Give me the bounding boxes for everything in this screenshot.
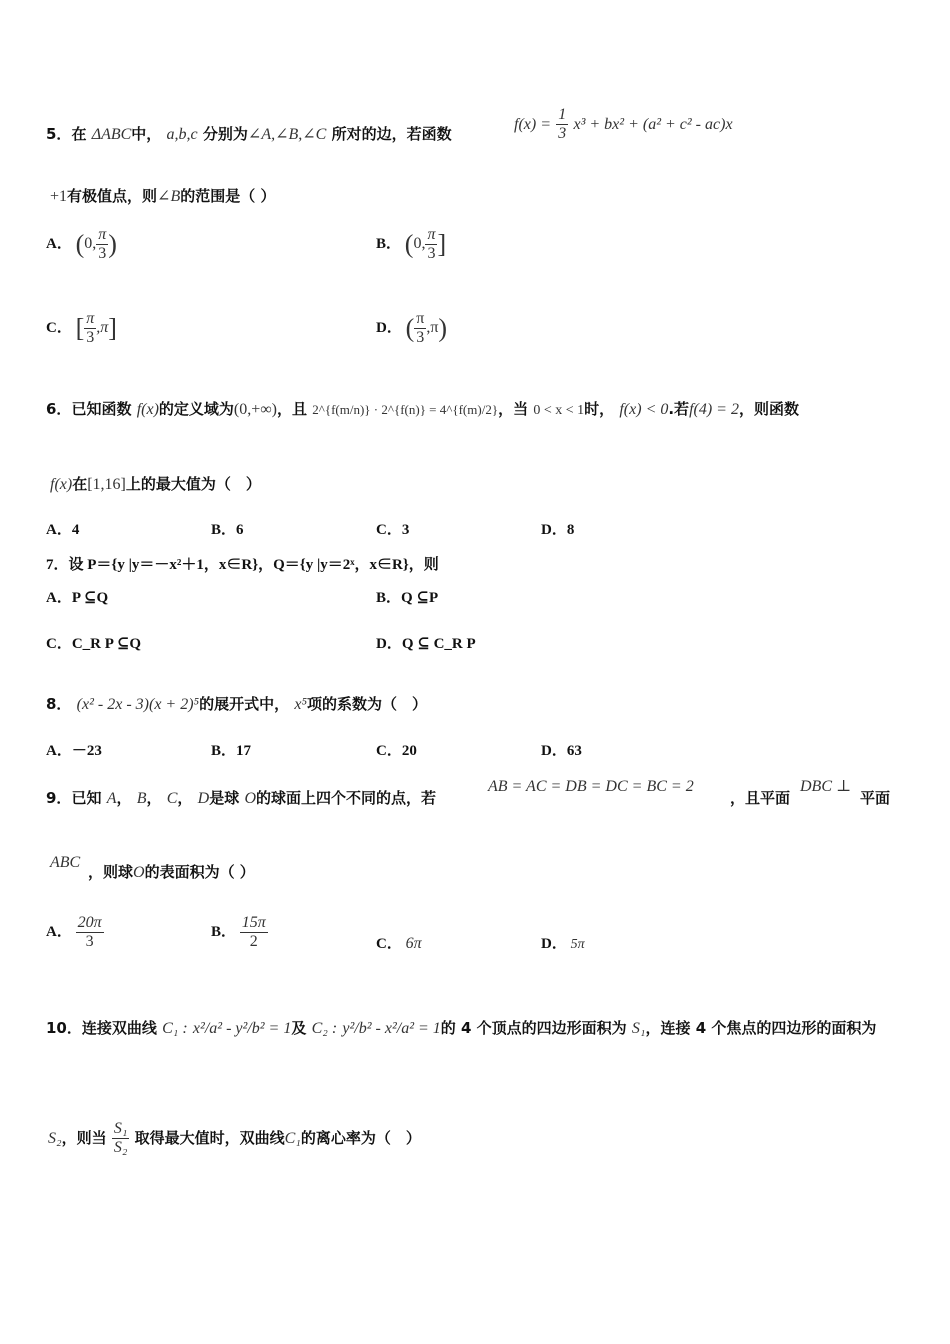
q9-equation: AB = AC = DB = DC = BC = 2 (488, 778, 694, 795)
q6-equation: 2^{f(m/n)} · 2^{f(n)} = 4^{f(m)/2} (312, 402, 499, 417)
q10-c2-equation: y²/b² - x²/a² = 1 (342, 1020, 441, 1037)
q6-option-c[interactable]: C．3 (376, 522, 410, 538)
q9-line1-right (488, 776, 694, 797)
q9-line1: 9．已知 A， B， C， D是球 O的球面上四个不同的点，若 (46, 789, 437, 807)
q10-c1-equation: x²/a² - y²/b² = 1 (192, 1020, 292, 1037)
q7-option-c[interactable]: C．C_R P ⊆Q (46, 636, 142, 652)
q7-option-b[interactable]: B．Q ⊆P (376, 590, 439, 606)
q5-one-third: $\frac{1}{3}$ (558, 106, 567, 142)
q8-stem: 8． (x² - 2x - 3)(x + 2)⁵的展开式中， x⁵项的系数为（ ） (46, 695, 428, 713)
q5-option-a[interactable]: A． (0, $\frac{\pi}{3}$ ) (46, 226, 117, 263)
q7-option-a[interactable]: A．P ⊆Q (46, 590, 109, 606)
q5-line2: +1有极值点，则∠B的范围是（ ） (50, 187, 276, 205)
q5-angles: ∠A,∠B,∠C (247, 126, 327, 143)
q6-line2: f(x)在[1,16]上的最大值为（ ） (50, 475, 261, 493)
q8-expression: (x² - 2x - 3)(x + 2)⁵ (76, 696, 200, 713)
q9-plane: DBC ⊥ (800, 778, 852, 795)
q8-option-a[interactable]: A．－23 (46, 743, 102, 759)
q9-line1-tail: ，且平面 (730, 789, 791, 807)
q6-line1: 6．已知函数 f(x)的定义域为(0,+∞)，且 2^{f(m/n)} · 2^{f(n)} = 4^{f(m)/2}，当 0 < x < 1时， f(x) < 0.若f(4) = 2，则函数 (46, 400, 799, 418)
q10-ratio: $\frac{\text{S₁}}{\text{S₂}}$ (113, 1120, 128, 1156)
q5-option-b[interactable]: B． (0, $\frac{\pi}{3}$ ] (376, 226, 447, 263)
q9-option-c[interactable]: C． 6π (376, 935, 422, 952)
q10-line2: S₂，则当 $\frac{\text{S₁}}{\text{S₂}}$ 取得最大值时，双曲线C₁的离心率为（ ） (48, 1120, 421, 1156)
q9-line1-end: 平面 (860, 789, 891, 807)
q8-option-b[interactable]: B．17 (211, 743, 252, 759)
q8-option-c[interactable]: C．20 (376, 743, 417, 759)
q6-option-a[interactable]: A．4 (46, 522, 80, 538)
q9-option-b[interactable]: B． $\frac{15\pi}{2}$ (211, 914, 266, 951)
q6-option-d[interactable]: D．8 (541, 522, 575, 538)
q8-option-d[interactable]: D．63 (541, 743, 582, 759)
q9-option-d[interactable]: D． 5π (541, 936, 585, 952)
q7-stem: 7．设 P＝{y |y＝－x²＋1，x∈R}，Q＝{y |y＝2ˣ，x∈R}，则 (46, 557, 439, 573)
q7-option-d[interactable]: D．Q ⊆ C_R P (376, 636, 476, 652)
q5-option-c[interactable]: C． [ $\frac{\pi}{3}$ ,π] (46, 310, 117, 347)
q10-line1: 10．连接双曲线 C₁ : x²/a² - y²/b² = 1及 C₂ : y²/b² - x²/a² = 1的 4 个顶点的四边形面积为 S₁，连接 4 个焦点的四边形的面积为 (46, 1019, 877, 1037)
q9-line2: ABC (50, 854, 81, 871)
q5-line1: 5．在 ΔABC中， a,b,c 分别为∠A,∠B,∠C 所对的边，若函数 (46, 125, 452, 143)
q9-line2-text: ，则球O的表面积为（ ） (88, 863, 255, 881)
q5-function: f(x) = $\frac{1}{3}$ x³ + bx² + (a² + c² - ac)x (514, 106, 733, 142)
q5-sides: a,b,c (166, 126, 198, 143)
q5-option-d[interactable]: D． ( $\frac{\pi}{3}$ ,π) (376, 310, 448, 347)
q6-option-b[interactable]: B．6 (211, 522, 244, 538)
q9-option-a[interactable]: A． $\frac{20\pi}{3}$ (46, 914, 102, 951)
q5-triangle: ΔABC (91, 126, 132, 143)
